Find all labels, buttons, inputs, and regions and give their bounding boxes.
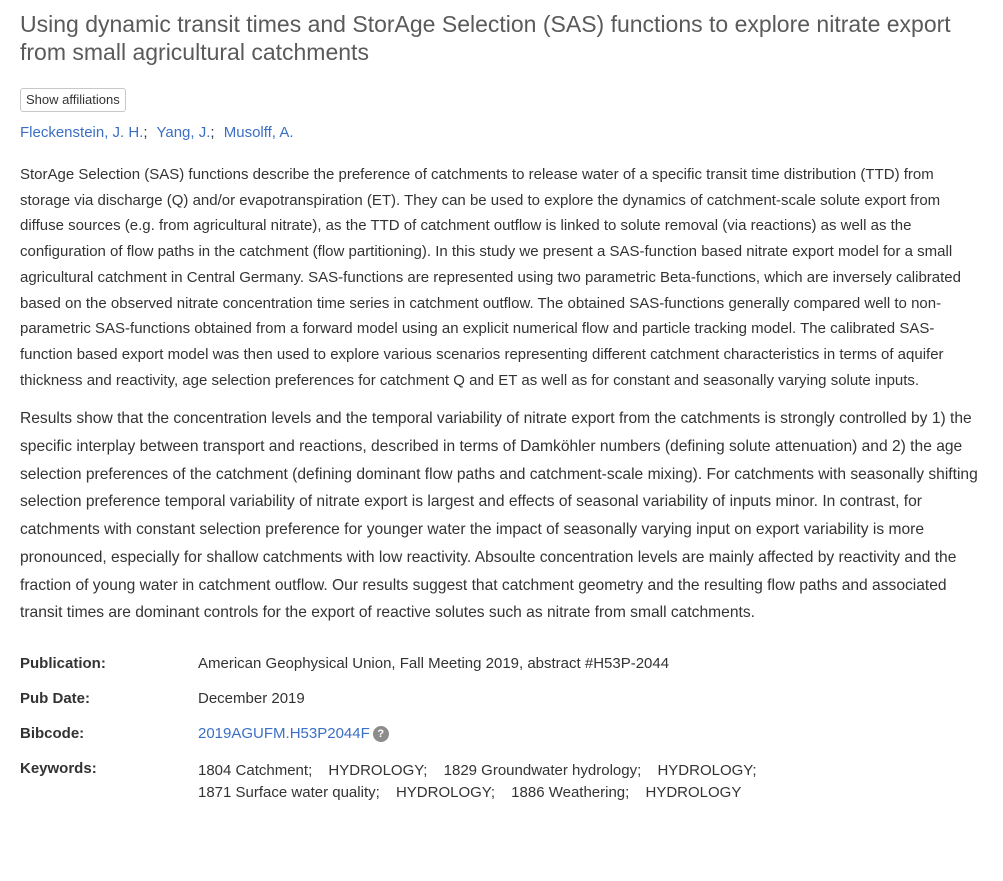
bibcode-label: Bibcode:: [20, 724, 85, 742]
author-link[interactable]: Fleckenstein, J. H.: [20, 124, 144, 141]
keywords-line: [198, 760, 768, 782]
keywords-label: Keywords:: [20, 759, 97, 777]
show-affiliations-button[interactable]: Show affiliations: [20, 88, 126, 112]
paper-title: Using dynamic transit times and StorAge Selection (SAS) functions to explore nitrate export from small agricultural catchments: [20, 11, 951, 65]
metadata-table: [20, 655, 985, 804]
keyword: HYDROLOGY;: [657, 761, 757, 779]
abstract: [20, 162, 985, 627]
author-list: [20, 123, 985, 143]
author-link[interactable]: Yang, J.: [156, 124, 211, 141]
keyword: 1886 Weathering;: [511, 783, 630, 801]
keyword: HYDROLOGY;: [328, 761, 428, 779]
keyword: 1871 Surface water quality;: [198, 783, 380, 801]
bibcode-value: [198, 725, 389, 747]
publication-label: Publication:: [20, 654, 106, 672]
publication-value: American Geophysical Union, Fall Meeting 2019, abstract #H53P-2044: [198, 654, 670, 672]
pubdate-value: December 2019: [198, 689, 305, 707]
publication-row: [20, 655, 985, 677]
help-icon[interactable]: ?: [373, 726, 389, 742]
bibcode-link[interactable]: 2019AGUFM.H53P2044F: [198, 724, 370, 742]
abstract-paragraph: StorAge Selection (SAS) functions describe the preference of catchments to release water of a specific transit time distribution (TTD) from storage via discharge (Q) and/or evapotranspiration (ET). They can be used to explore the dynamics of catchment-scale solute export from diffuse sources (e.g. from agricultural nitrate), as the TTD of catchment outflow is linked to solute removal (via reactions) as well as the configuration of flow paths in the catchment (flow partitioning). In this study we present a SAS-function based nitrate export model for a small agricultural catchment in Central Germany. SAS-functions are represented using two parametric Beta-functions, which are inversely calibrated based on the observed nitrate concentration time series in catchment outflow. The obtained SAS-functions generally compared well to non-parametric SAS-functions obtained from a forward model using an explicit numerical flow and particle tracking model. The calibrated SAS-function based export model was then used to explore various scenarios representing different catchment characteristics in terms of aquifer thickness and reactivity, age selection preferences for catchment Q and ET as well as for constant and seasonally varying solute inputs.: [20, 166, 961, 389]
pubdate-row: [20, 690, 985, 712]
keyword: 1829 Groundwater hydrology;: [443, 761, 642, 779]
author-link[interactable]: Musolff, A.: [223, 124, 294, 141]
author-separator: ;: [210, 124, 215, 141]
keywords-line: [198, 782, 768, 804]
keywords-row: [20, 760, 985, 804]
abstract-page: [20, 10, 985, 804]
pubdate-label: Pub Date:: [20, 689, 91, 707]
abstract-paragraph: Results show that the concentration levels and the temporal variability of nitrate export from the catchments is strongly controlled by 1) the specific interplay between transport and reactions, described in terms of Damköhler numbers (defining solute attenuation) and 2) the age selection preferences of the catchment (defining dominant flow paths and catchment-scale mixing). For catchments with seasonally shifting selection preference temporal variability of nitrate export is largest and effects of seasonal variability of inputs minor. In contrast, for catchments with constant selection preference for younger water the impact of seasonally varying input on export variability is more pronounced, especially for shallow catchments with low reactivity. Absoulte concentration levels are mainly affected by reactivity and the fraction of young water in catchment outflow. Our results suggest that catchment geometry and the resulting flow paths and associated transit times are dominant controls for the export of reactive solutes such as nitrate from small catchments.: [20, 410, 978, 622]
keyword: HYDROLOGY: [645, 783, 742, 801]
keyword: HYDROLOGY;: [395, 783, 495, 801]
keyword: 1804 Catchment;: [198, 761, 313, 779]
keywords-value: [198, 760, 768, 804]
author-separator: ;: [143, 124, 148, 141]
bibcode-row: [20, 725, 985, 747]
